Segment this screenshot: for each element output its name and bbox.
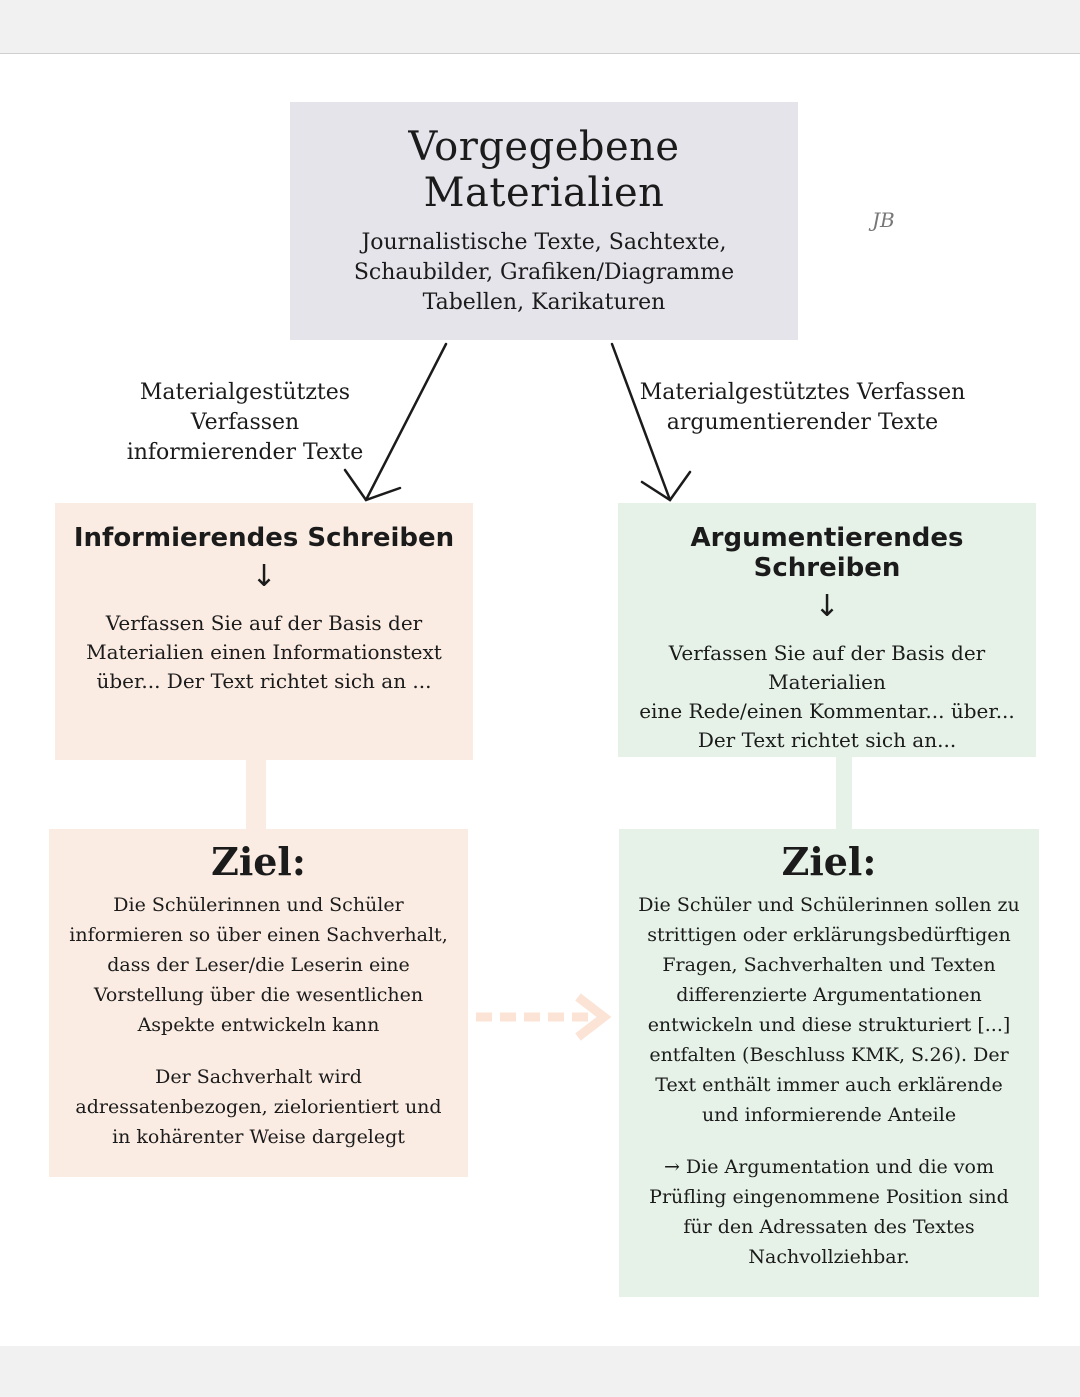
edge-label-line: Materialgestütztes Verfassen <box>639 380 966 405</box>
task-text <box>636 639 1018 755</box>
ziel-line: entfalten (Beschluss KMK, S.26). Der <box>649 1044 1009 1066</box>
task-line: Der Text richtet sich an... <box>697 728 957 752</box>
ziel-line: und informierende Anteile <box>701 1104 957 1126</box>
ziel-paragraph <box>635 890 1023 1130</box>
materials-line: Schaubilder, Grafiken/Diagramme <box>353 260 735 285</box>
task-line: Materialien einen Informationstext <box>86 640 442 664</box>
edge-label-informierend <box>95 378 395 468</box>
vorgegebene-materialien-box <box>290 102 798 340</box>
ziel-line: entwickeln und diese strukturiert [...] <box>647 1014 1011 1036</box>
argumentierendes-schreiben-box <box>618 503 1036 757</box>
ziel-paragraph <box>635 1152 1023 1272</box>
materials-line: Journalistische Texte, Sachtexte, <box>361 230 727 255</box>
ziel-paragraph <box>65 890 452 1040</box>
informierendes-schreiben-box <box>55 503 473 760</box>
task-line: Verfassen Sie auf der Basis der Materialien <box>668 641 986 694</box>
ziel-paragraph <box>65 1062 452 1152</box>
edge-label-argumentierend <box>630 378 975 438</box>
ziel-line: Text enthält immer auch erklärende <box>655 1074 1003 1096</box>
box-heading: Informierendes Schreiben <box>73 523 455 553</box>
down-arrow-icon: ↓ <box>814 589 840 624</box>
ziel-argumentierend-box <box>619 829 1039 1297</box>
ziel-informierend-box <box>49 829 468 1177</box>
ziel-heading: Ziel: <box>781 839 877 884</box>
ziel-line: strittigen oder erklärungsbedürftigen <box>647 924 1011 946</box>
task-line: Verfassen Sie auf der Basis der <box>105 611 423 635</box>
ziel-line: Vorstellung über die wesentlichen <box>93 984 424 1006</box>
task-line: über... Der Text richtet sich an ... <box>96 669 432 693</box>
ziel-line: Prüfling eingenommene Position sind <box>649 1186 1009 1208</box>
ziel-line: für den Adressaten des Textes <box>683 1216 975 1238</box>
ziel-line: dass der Leser/die Leserin eine <box>107 954 410 976</box>
main-title: Vorgegebene Materialien <box>408 124 680 216</box>
ziel-line: Die Schüler und Schülerinnen sollen zu <box>638 894 1020 916</box>
task-text <box>73 609 455 696</box>
connector-argumentierend <box>836 757 852 829</box>
edge-label-line: argumentierender Texte <box>666 410 939 435</box>
ziel-line: Die Schülerinnen und Schüler <box>113 894 404 916</box>
down-arrow-icon: ↓ <box>251 559 277 594</box>
author-initials: JB <box>872 208 895 232</box>
task-line: eine Rede/einen Kommentar... über... <box>639 699 1015 723</box>
ziel-line: Fragen, Sachverhalten und Texten <box>662 954 996 976</box>
ziel-line: differenzierte Argumentationen <box>676 984 982 1006</box>
materials-line: Tabellen, Karikaturen <box>422 290 666 315</box>
materials-list <box>290 228 798 318</box>
ziel-line: Nachvollziehbar. <box>748 1246 910 1268</box>
ziel-line: Aspekte entwickeln kann <box>137 1014 380 1036</box>
box-heading: Argumentierendes Schreiben <box>690 523 964 583</box>
edge-label-line: Materialgestütztes Verfassen <box>139 380 351 435</box>
ziel-line: in kohärenter Weise dargelegt <box>112 1126 405 1148</box>
ziel-line: Der Sachverhalt wird <box>155 1066 362 1088</box>
connector-informierend <box>246 760 266 829</box>
ziel-line: adressatenbezogen, zielorientiert und <box>75 1096 442 1118</box>
ziel-line: informieren so über einen Sachverhalt, <box>69 924 448 946</box>
ziel-line: → Die Argumentation und die vom <box>663 1156 995 1178</box>
ziel-heading: Ziel: <box>211 839 306 884</box>
edge-label-line: informierender Texte <box>126 440 364 465</box>
